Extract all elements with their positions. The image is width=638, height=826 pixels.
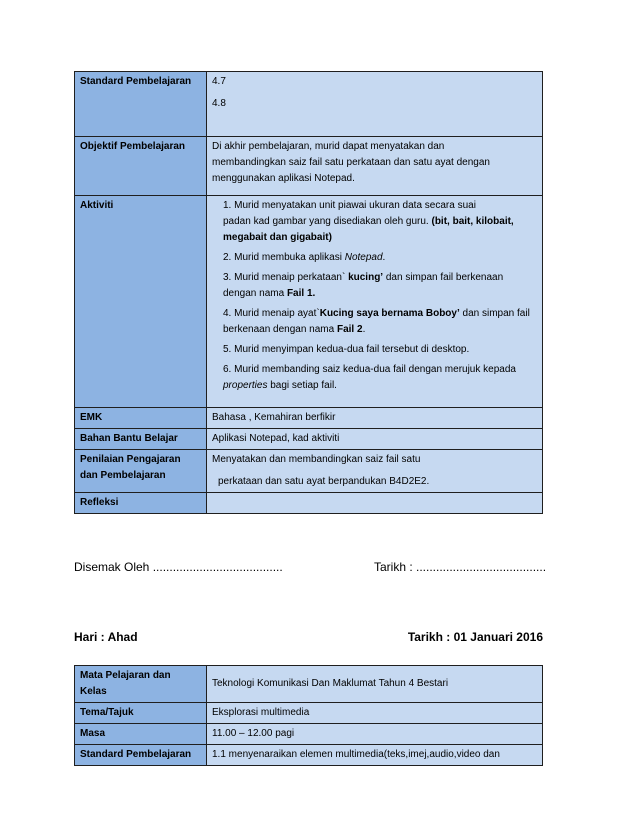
- penilaian-line-2: perkataan dan satu ayat berpandukan B4D2E2.: [218, 476, 430, 487]
- aktiviti-2: 2. Murid membuka aplikasi Notepad.: [223, 252, 386, 263]
- label-aktiviti: Aktiviti: [75, 196, 207, 408]
- value-refleksi: [207, 493, 543, 514]
- row-masa: [75, 724, 543, 745]
- value-penilaian: [207, 450, 543, 493]
- row-aktiviti: [75, 196, 543, 408]
- label-bahan: Bahan Bantu Belajar: [75, 429, 207, 450]
- lesson-plan-table-1: [74, 71, 543, 514]
- value-objektif: [207, 137, 543, 196]
- label-objektif: Objektif Pembelajaran: [75, 137, 207, 196]
- value-bahan: Aplikasi Notepad, kad aktiviti: [207, 429, 543, 450]
- aktiviti-6: 6. Murid membanding saiz kedua-dua fail dengan merujuk kepada properties bagi setiap fail.: [223, 364, 516, 391]
- label-mata-pelajaran: Mata Pelajaran dan Kelas: [75, 666, 207, 703]
- penilaian-line-1: Menyatakan dan membandingkan saiz fail satu: [212, 454, 421, 465]
- lesson-plan-table-2: [74, 665, 543, 766]
- label-masa: Masa: [75, 724, 207, 745]
- tarikh-label: Tarikh : 01 Januari 2016: [407, 630, 543, 644]
- value-aktiviti: [207, 196, 543, 408]
- label-refleksi: Refleksi: [75, 493, 207, 514]
- label-penilaian: Penilaian Pengajaran dan Pembelajaran: [75, 450, 207, 493]
- row-tema: [75, 703, 543, 724]
- row-refleksi: [75, 493, 543, 514]
- disemak-oleh: Disemak Oleh .......................................: [74, 560, 283, 574]
- label-tema: Tema/Tajuk: [75, 703, 207, 724]
- row-bahan: [75, 429, 543, 450]
- row-mata-pelajaran: [75, 666, 543, 703]
- row-emk: [75, 408, 543, 429]
- value-standard: [207, 72, 543, 137]
- row-standard-2: [75, 745, 543, 766]
- standard-4-7: 4.7: [212, 76, 226, 87]
- row-penilaian: [75, 450, 543, 493]
- aktiviti-3: 3. Murid menaip perkataan` kucing’ dan simpan fail berkenaan dengan nama Fail 1.: [223, 272, 504, 299]
- value-standard-2: 1.1 menyenaraikan elemen multimedia(teks,imej,audio,video dan: [207, 745, 543, 766]
- standard-4-8: 4.8: [212, 98, 226, 109]
- objektif-line-1: Di akhir pembelajaran, murid dapat menyatakan dan: [212, 141, 445, 152]
- label-emk: EMK: [75, 408, 207, 429]
- aktiviti-4: 4. Murid menaip ayat`Kucing saya bernama Boboy’ dan simpan fail berkenaan dengan nama Fail 2.: [223, 308, 530, 335]
- value-mata-pelajaran: Teknologi Komunikasi Dan Maklumat Tahun 4 Bestari: [207, 666, 543, 703]
- label-standard: Standard Pembelajaran: [75, 72, 207, 137]
- row-objektif: [75, 137, 543, 196]
- objektif-line-2: membandingkan saiz fail satu perkataan dan satu ayat dengan: [212, 157, 490, 168]
- value-emk: Bahasa , Kemahiran berfikir: [207, 408, 543, 429]
- row-standard: [75, 72, 543, 137]
- label-standard-2: Standard Pembelajaran: [75, 745, 207, 766]
- value-masa: 11.00 – 12.00 pagi: [207, 724, 543, 745]
- aktiviti-1: 1. Murid menyatakan unit piawai ukuran data secara suai padan kad gambar yang disediakan oleh guru. (bit, bait, kilobait, megabait dan gigabait): [223, 200, 514, 243]
- value-tema: Eksplorasi multimedia: [207, 703, 543, 724]
- tarikh-signoff: Tarikh : .......................................: [374, 560, 547, 574]
- hari-label: Hari : Ahad: [74, 630, 138, 644]
- objektif-line-3: menggunakan aplikasi Notepad.: [212, 173, 355, 184]
- aktiviti-5: 5. Murid menyimpan kedua-dua fail tersebut di desktop.: [223, 344, 470, 355]
